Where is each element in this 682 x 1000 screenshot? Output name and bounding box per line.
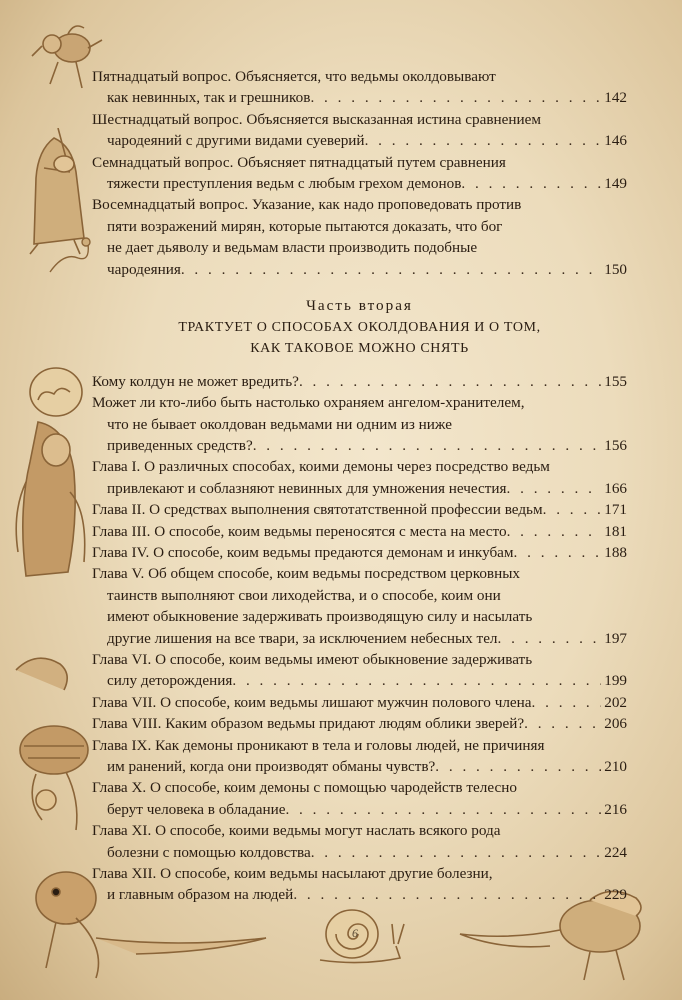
toc-entry[interactable] xyxy=(92,735,627,778)
toc-entry-line: Пятнадцатый вопрос. Объясняется, что ведьмы околдовывают xyxy=(92,68,496,85)
toc-entry-line: что не бывает околдован ведьмами ни одним из ниже xyxy=(107,415,452,433)
toc-entry-line: Глава V. Об общем способе, коим ведьмы посредством церковных xyxy=(92,565,521,583)
folio-number: 6 xyxy=(352,926,358,940)
toc-entry[interactable] xyxy=(92,713,627,734)
page-number: 224 xyxy=(604,843,627,861)
dot-leader xyxy=(507,521,602,542)
toc-entry-text: чародеяния xyxy=(107,260,181,278)
dot-leader xyxy=(543,499,602,520)
page-number: 206 xyxy=(604,715,627,733)
toc-entry-last-line xyxy=(92,842,627,863)
toc-entry[interactable] xyxy=(92,109,627,152)
toc-entry-line: Глава VI. О способе, коим ведьмы имеют обыкновение задерживать xyxy=(92,650,533,668)
dot-leader xyxy=(532,692,602,713)
part-two-entries xyxy=(92,371,627,906)
toc-entry-last-line xyxy=(92,87,627,108)
toc-entry-line: Глава I. О различных способах, коими демоны через посредство ведьм xyxy=(92,458,550,476)
page-number: 216 xyxy=(604,800,627,818)
toc-entry-text: приведенных средств? xyxy=(107,437,253,455)
page-number: 166 xyxy=(604,479,627,497)
toc-entry-line: пяти возражений мирян, которые пытаются доказать, что бог xyxy=(107,217,503,235)
barrel-creature-icon xyxy=(6,650,98,840)
toc-entry-last-line xyxy=(92,542,627,563)
dot-leader xyxy=(514,542,602,563)
toc-entry-text: силу деторождения xyxy=(107,672,233,690)
toc-entry[interactable] xyxy=(92,456,627,499)
toc-entry-line: Глава IX. Как демоны проникают в тела и головы людей, не причиняя xyxy=(92,736,545,754)
toc-entry-last-line xyxy=(92,499,627,520)
toc-entry-last-line xyxy=(92,435,627,456)
toc-entry-text: болезни с помощью колдовства xyxy=(107,843,311,861)
dot-leader xyxy=(507,478,602,499)
toc-entry-last-line xyxy=(92,756,627,777)
page-number: 146 xyxy=(604,132,627,150)
toc-entry[interactable] xyxy=(92,820,627,863)
toc-entry-last-line xyxy=(92,884,627,905)
table-of-contents xyxy=(92,66,627,906)
page-number: 149 xyxy=(604,174,627,192)
toc-entry[interactable] xyxy=(92,152,627,195)
toc-entry-line: Шестнадцатый вопрос. Объясняется высказанная истина сравнением xyxy=(92,110,541,128)
toc-entry-last-line xyxy=(92,130,627,151)
toc-entry-line: Восемнадцатый вопрос. Указание, как надо проповедовать против xyxy=(92,196,522,214)
page-number: 142 xyxy=(604,89,627,107)
toc-entry[interactable] xyxy=(92,563,627,649)
toc-entry[interactable] xyxy=(92,66,627,109)
toc-entry-text: другие лишения на все твари, за исключением небесных тел xyxy=(107,629,498,647)
toc-entry-last-line xyxy=(92,259,627,280)
dot-leader xyxy=(299,371,601,392)
toc-entry-text: привлекают и соблазняют невинных для умножения нечестия xyxy=(107,479,507,497)
dot-leader xyxy=(365,130,602,151)
part-subtitle-line1: ТРАКТУЕТ О СПОСОБАХ ОКОЛДОВАНИЯ И О ТОМ, xyxy=(178,319,541,335)
toc-entry[interactable] xyxy=(92,194,627,280)
toc-entry-text: Глава III. О способе, коим ведьмы переносятся с места на место xyxy=(92,522,507,540)
toc-entry-text: чародеяний с другими видами суеверий xyxy=(107,132,365,150)
toc-entry-last-line xyxy=(92,628,627,649)
page-number: 156 xyxy=(604,437,627,455)
part-two-heading xyxy=(92,295,627,359)
toc-entry[interactable] xyxy=(92,649,627,692)
toc-entry[interactable] xyxy=(92,392,627,456)
page-number: 202 xyxy=(604,693,627,711)
toc-entry-last-line xyxy=(92,670,627,691)
toc-entry-last-line xyxy=(92,371,627,392)
dot-leader xyxy=(293,884,601,905)
toc-entry-line: Семнадцатый вопрос. Объясняет пятнадцатый путем сравнения xyxy=(92,153,506,171)
toc-entry[interactable] xyxy=(92,777,627,820)
page-number: 171 xyxy=(604,501,627,519)
toc-entry-text: Кому колдун не может вредить? xyxy=(92,372,299,390)
dot-leader xyxy=(181,259,601,280)
bird-figure-icon xyxy=(44,232,96,284)
dot-leader xyxy=(253,435,602,456)
toc-entry[interactable] xyxy=(92,692,627,713)
page-number: 181 xyxy=(604,522,627,540)
toc-entry-last-line xyxy=(92,713,627,734)
page-number: 150 xyxy=(604,260,627,278)
dot-leader xyxy=(498,628,602,649)
toc-entry-last-line xyxy=(92,799,627,820)
part-title: Часть вторая xyxy=(306,296,413,314)
dot-leader xyxy=(232,670,601,691)
egg-figure-icon xyxy=(8,362,96,588)
page-number: 229 xyxy=(604,886,627,904)
dot-leader xyxy=(285,799,601,820)
toc-entry-text: берут человека в обладание xyxy=(107,800,286,818)
part-one-entries xyxy=(92,66,627,280)
toc-entry-text: Глава II. О средствах выполнения святотатственной профессии ведьм xyxy=(92,501,543,519)
toc-entry[interactable] xyxy=(92,499,627,520)
toc-entry[interactable] xyxy=(92,371,627,392)
page-number: 210 xyxy=(604,757,627,775)
toc-entry-text: и главным образом на людей xyxy=(107,886,294,904)
dot-leader xyxy=(310,87,601,108)
toc-entry[interactable] xyxy=(92,542,627,563)
dot-leader xyxy=(524,713,601,734)
dot-leader xyxy=(461,173,601,194)
toc-entry-line: таинств выполняют свои лиходейства, и о способе, коим они xyxy=(107,586,501,604)
toc-entry[interactable] xyxy=(92,863,627,906)
toc-entry-last-line xyxy=(92,173,627,194)
toc-entry-line: не дает дьяволу и ведьмам власти производить подобные xyxy=(107,239,478,257)
toc-entry-line: имеют обыкновение задерживать производящую силу и насылать xyxy=(107,608,533,626)
page-number: 199 xyxy=(604,672,627,690)
toc-entry-last-line xyxy=(92,521,627,542)
page-number: 188 xyxy=(604,544,627,562)
toc-entry-last-line xyxy=(92,692,627,713)
part-subtitle-line2: КАК ТАКОВОЕ МОЖНО СНЯТЬ xyxy=(250,340,469,356)
toc-entry-text: Глава VIII. Каким образом ведьмы придают людям облики зверей? xyxy=(92,715,525,733)
toc-entry-line: Глава XI. О способе, коими ведьмы могут наслать всякого рода xyxy=(92,822,501,840)
page-number: 155 xyxy=(604,372,627,390)
dot-leader xyxy=(435,756,601,777)
toc-entry[interactable] xyxy=(92,521,627,542)
toc-entry-last-line xyxy=(92,478,627,499)
toc-entry-line: Глава X. О способе, коим демоны с помощью чародейств телесно xyxy=(92,779,517,797)
dot-leader xyxy=(311,842,602,863)
toc-entry-line: Глава XII. О способе, коим ведьмы насылают другие болезни, xyxy=(92,864,493,882)
toc-entry-text: Глава VII. О способе, коим ведьмы лишают мужчин полового члена xyxy=(92,693,532,711)
toc-entry-line: Может ли кто-либо быть настолько охраняем ангелом-хранителем, xyxy=(92,394,525,412)
toc-entry-text: им ранений, когда они производят обманы чувств? xyxy=(107,757,436,775)
toc-entry-text: Глава IV. О способе, коим ведьмы предаются демонам и инкубам xyxy=(92,544,514,562)
toc-entry-text: как невинных, так и грешников xyxy=(107,89,311,107)
toc-entry-text: тяжести преступления ведьм с любым грехом демонов xyxy=(107,174,462,192)
page-number: 197 xyxy=(604,629,627,647)
